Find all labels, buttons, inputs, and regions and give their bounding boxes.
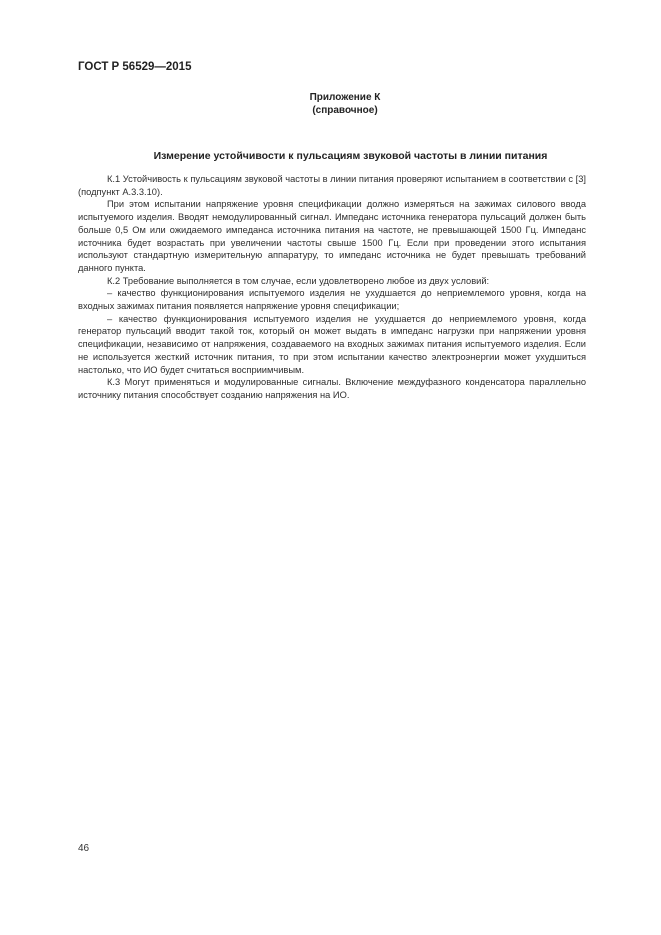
paragraph-k2: К.2 Требование выполняется в том случае, если удовлетворено любое из двух условий: [107,275,490,286]
appendix-note: (справочное) [312,105,378,116]
body-text [78,173,586,402]
page-number: 46 [78,843,90,854]
appendix-title: Приложение К [309,92,381,103]
paragraph-k1: К.1 Устойчивость к пульсациям звуковой частоты в линии питания проверяют испытанием в соответствии с [3] (подпункт А.3.3.10). [78,174,586,197]
appendix-heading [300,91,390,117]
paragraph-k3: К.3 Могут применяться и модулированные сигналы. Включение междуфазного конденсатора параллельно источнику питания способствует созданию напряжения на ИО. [78,377,586,400]
document-standard-number: ГОСТ Р 56529—2015 [78,61,192,73]
list-item-condition-2: – качество функционирования испытуемого изделия не ухудшается до неприемлемого уровня, когда генератор пульсаций вводит такой ток, который он может выдать в импеданс нагрузки при напряжении уровня спецификации, независимо от напряжения, создаваемого на входных зажимах питания испытуемого изделия. Если не используется жесткий источник питания, то при этом испытании качество электроэнергии может ухудшиться настолько, что ИО будет считаться восприимчивым. [78,313,586,375]
section-title: Измерение устойчивости к пульсациям звуковой частоты в линии питания [153,150,548,162]
paragraph-test-conditions: При этом испытании напряжение уровня спецификации должно измеряться на зажимах силового ввода испытуемого изделия. Вводят немодулированный сигнал. Импеданс источника генератора пульсаций должен быть больше 0,5 Ом или ожидаемого импеданса источника питания на частоте, не превышающей 1500 Гц. Импеданс источника будет возрастать при увеличении частоты свыше 1500 Гц. Если при проведении этого испытания используют стандартную измерительную аппаратуру, то импеданс источника не будет превышать требований данного пункта. [78,199,586,273]
list-item-condition-1: – качество функционирования испытуемого изделия не ухудшается до неприемлемого уровня, когда на входных зажимах питания появляется напряжение уровня спецификации; [78,288,586,312]
